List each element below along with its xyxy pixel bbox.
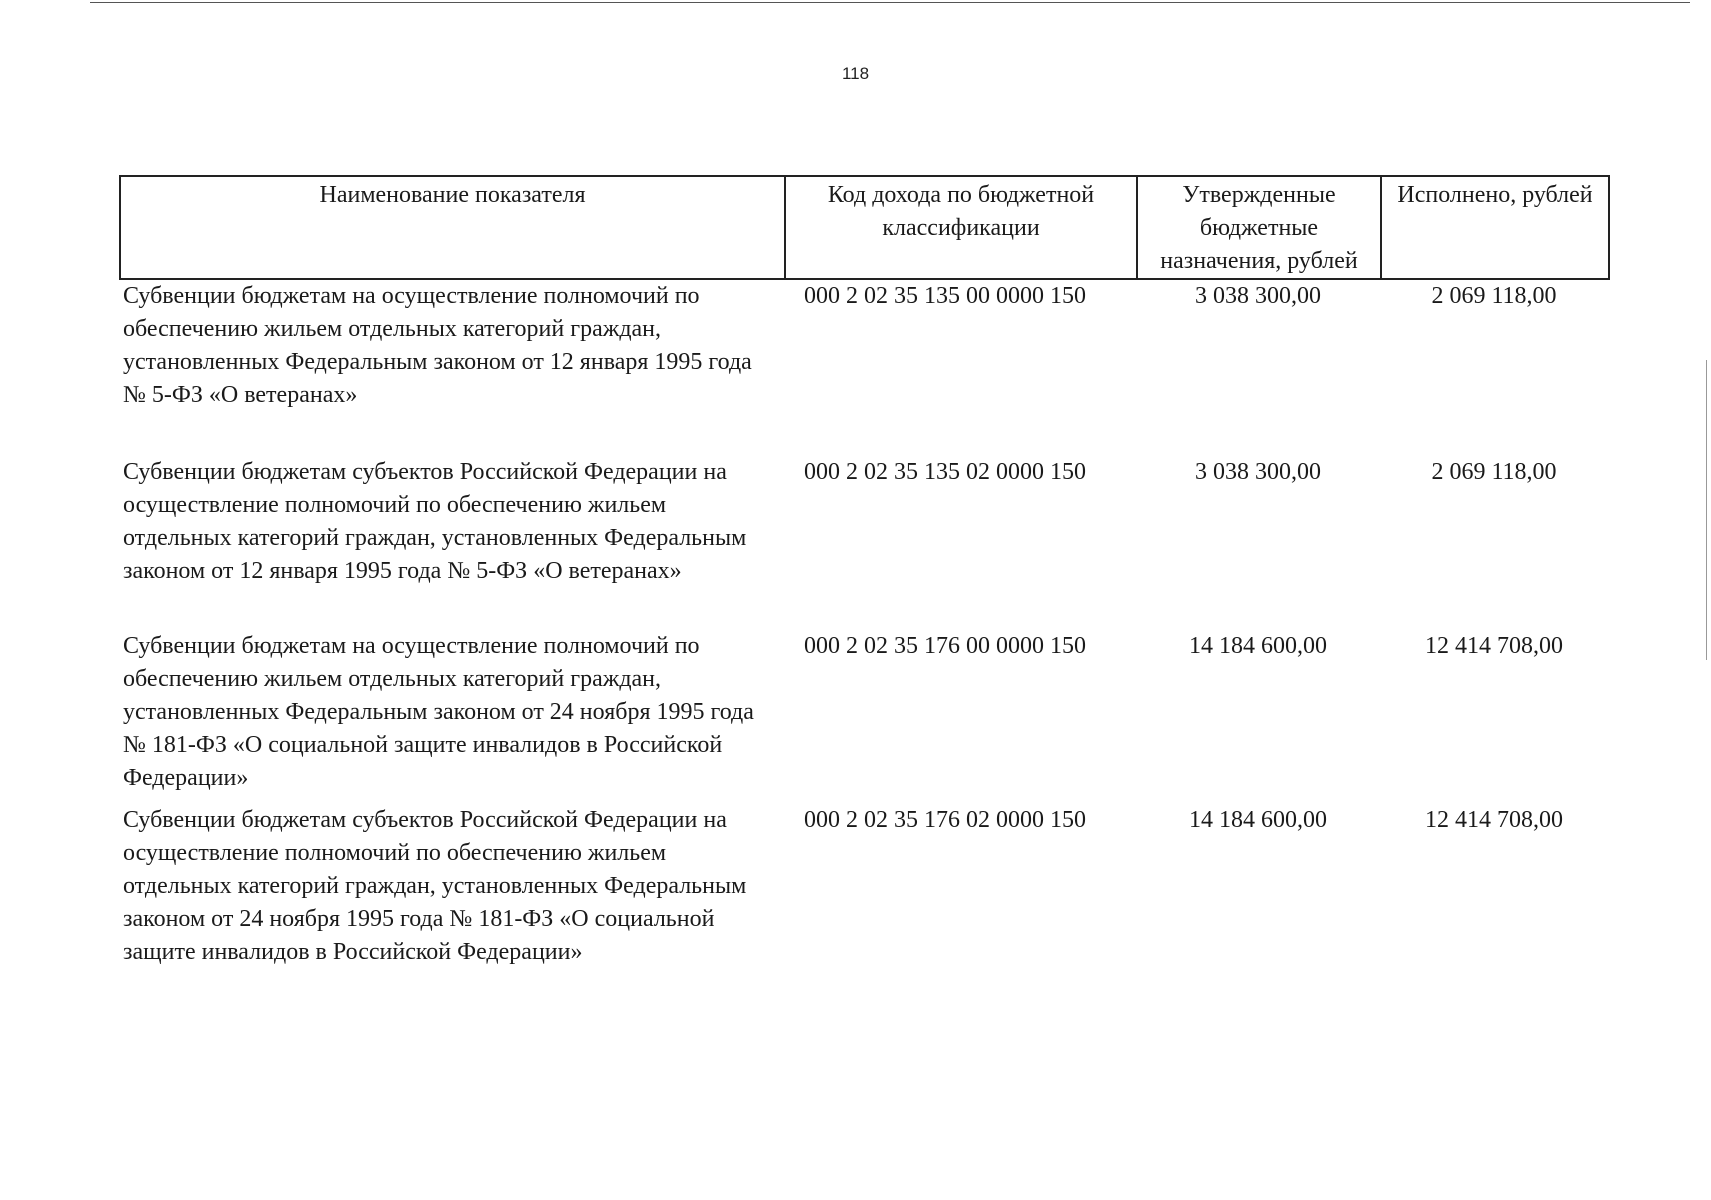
table-row — [119, 280, 1608, 456]
cell-income-code: 000 2 02 35 176 00 0000 150 — [804, 633, 1086, 659]
cell-executed-amount: 2 069 118,00 — [1431, 459, 1557, 485]
header-executed-amount: Исполнено, рублей — [1381, 176, 1609, 279]
cell-executed-amount: 12 414 708,00 — [1425, 807, 1563, 833]
header-row — [120, 176, 1609, 279]
table-body — [119, 280, 1608, 1014]
cell-approved-amount: 14 184 600,00 — [1189, 633, 1327, 659]
cell-executed-amount: 12 414 708,00 — [1425, 633, 1563, 659]
cell-indicator-name: Субвенции бюджетам на осуществление полномочий по обеспечению жильем отдельных категорий граждан, установленных Федеральным законом от 12 января 1995 года № 5-ФЗ «О ветеранах» — [123, 283, 752, 408]
cell-indicator-name: Субвенции бюджетам на осуществление полномочий по обеспечению жильем отдельных категорий граждан, установленных Федеральным законом от 24 ноября 1995 года № 181-ФЗ «О социальной защите инвалидов в Российской Федерации» — [123, 633, 754, 791]
header-income-code: Код дохода по бюджетной классификации — [785, 176, 1137, 279]
scan-edge-line-right — [1706, 360, 1707, 660]
cell-income-code: 000 2 02 35 135 02 0000 150 — [804, 459, 1086, 485]
table-row — [119, 630, 1608, 804]
table-row — [119, 804, 1608, 1014]
cell-indicator-name: Субвенции бюджетам субъектов Российской Федерации на осуществление полномочий по обеспечению жильем отдельных категорий граждан, установленных Федеральным законом от 24 ноября 1995 года № 181-ФЗ «О социальной защите инвалидов в Российской Федерации» — [123, 807, 747, 965]
cell-approved-amount: 3 038 300,00 — [1195, 283, 1321, 309]
page-number: 118 — [841, 64, 870, 83]
scan-edge-line — [90, 2, 1690, 3]
cell-indicator-name: Субвенции бюджетам субъектов Российской Федерации на осуществление полномочий по обеспечению жильем отдельных категорий граждан, установленных Федеральным законом от 12 января 1995 года № 5-ФЗ «О ветеранах» — [123, 459, 747, 584]
header-approved-amount: Утвержденные бюджетные назначения, рублей — [1137, 176, 1381, 279]
cell-executed-amount: 2 069 118,00 — [1431, 283, 1557, 309]
table-header — [119, 175, 1610, 280]
cell-income-code: 000 2 02 35 176 02 0000 150 — [804, 807, 1086, 833]
header-indicator-name: Наименование показателя — [120, 176, 785, 279]
table-row — [119, 456, 1608, 630]
cell-income-code: 000 2 02 35 135 00 0000 150 — [804, 283, 1086, 309]
cell-approved-amount: 14 184 600,00 — [1189, 807, 1327, 833]
cell-approved-amount: 3 038 300,00 — [1195, 459, 1321, 485]
